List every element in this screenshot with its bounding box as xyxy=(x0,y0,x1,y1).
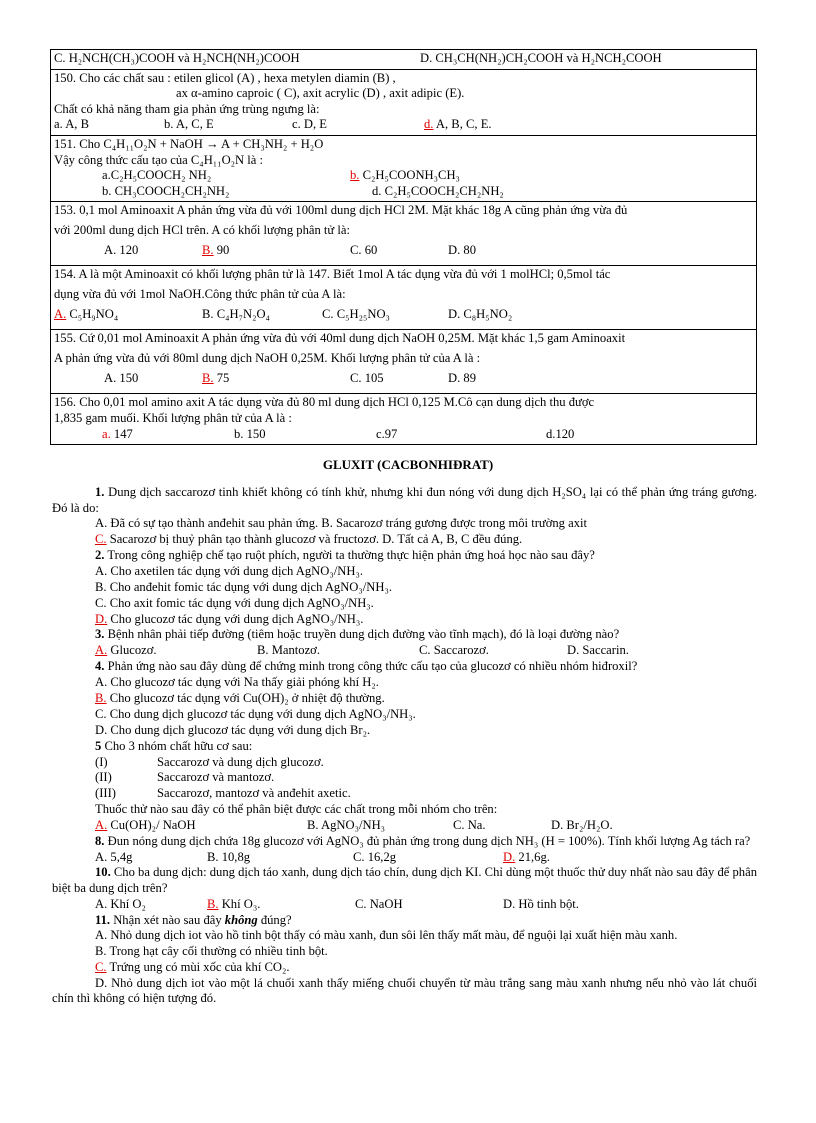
option-a: A. 150 xyxy=(104,371,139,386)
option-a: A. C₅H₉NO₄ xyxy=(54,307,119,322)
answer-marker: d. xyxy=(424,117,434,132)
question-text: 151. Cho C₄H₁₁O₂N + NaOH → A + CH₃NH₂ + H₂O xyxy=(54,136,324,151)
option-d: d.120 xyxy=(546,426,575,441)
option-c: C. Cho dung dịch glucozơ tác dụng với dung dịch AgNO₃/NH₃. xyxy=(95,706,416,721)
question-text: 156. Cho 0,01 mol amino axit A tác dụng vừa đủ 80 ml dung dịch HCl 0,125 M.Cô cạn dung dịch thu được xyxy=(54,395,595,410)
question-text: ax α-amino caproic ( C), axit acrylic (D) , axit adipic (E). xyxy=(176,86,465,101)
group-label: (III) xyxy=(95,786,116,801)
question-154 xyxy=(51,265,756,329)
answer-marker: C. xyxy=(95,532,107,547)
option-c: c. D, E xyxy=(292,117,327,132)
answer-marker: B. xyxy=(202,371,214,386)
option-b: B. Khí O₃. xyxy=(207,896,261,911)
question-8: 8. Đun nóng dung dịch chứa 18g glucozơ với AgNO₃ đủ phản ứng trong dung dịch NH₃ (H = 100%). Tính khối lượng Ag tách ra? xyxy=(95,834,751,848)
option-d: D. Nhỏ dung dịch iot vào một lá chuối xanh thấy miếng chuối chuyển từ màu trắng sang màu xanh nhưng nếu nhỏ vào lát chuối chín thì không có hiện tượng đó. xyxy=(52,975,757,1006)
question-text: 154. A là một Aminoaxit có khối lượng phân tử là 147. Biết 1mol A tác dụng vừa đủ với 1 molHCl; 0,5mol tác xyxy=(54,267,611,282)
option-a: A. 5,4g xyxy=(95,849,133,864)
option-a: A. 120 xyxy=(104,243,139,258)
option-c: C. Trứng ung có mùi xốc của khí CO₂. xyxy=(95,959,290,974)
answer-marker: A. xyxy=(95,818,108,833)
question-1: 1. Dung dịch saccarozơ tinh khiết không có tính khử, nhưng khi đun nóng với dung dịch H₂SO₄ lại có thể phản ứng tráng gương. Đó là do: xyxy=(52,485,757,515)
question-156 xyxy=(51,393,756,444)
gluxit-questions xyxy=(52,485,757,1007)
question-10: 10. Cho ba dung dịch: dung dịch táo xanh, dung dịch táo chín, dung dịch KI. Chỉ dùng một thuốc thử duy nhất nào sau đây để phân biệt ba dung dịch trên? xyxy=(52,865,757,896)
option-a: A. Đã có sự tạo thành anđehit sau phản ứng. B. Sacarozơ tráng gương được trong môi trường axit xyxy=(95,516,587,531)
question-3: 3. Bệnh nhân phải tiếp đường (tiêm hoặc truyền dung dịch đường vào tĩnh mạch), đó là loại đường nào? xyxy=(95,627,620,642)
question-150 xyxy=(51,69,756,135)
option-d: D. 21,6g. xyxy=(503,849,550,864)
option-d: D. C₈H₅NO₂ xyxy=(448,307,513,322)
option-c: C. 105 xyxy=(350,371,384,386)
option-c: C. NaOH xyxy=(355,896,403,911)
option-c: b. CH₃COOCH₂CH₂NH₂ xyxy=(102,183,230,198)
question-155 xyxy=(51,329,756,393)
question-text: Chất có khả năng tham gia phản ứng trùng ngưng là: xyxy=(54,101,320,116)
option-b: B. AgNO₃/NH₃ xyxy=(307,818,386,833)
option-d: D. 89 xyxy=(448,371,476,386)
option-c: C. H₂NCH(CH₃)COOH và H₂NCH(NH₂)COOH xyxy=(54,51,300,65)
section-title: GLUXIT (CACBONHIĐRAT) xyxy=(322,457,494,472)
option-c: C. C₅H₂₅NO₃ xyxy=(322,307,390,322)
question-11: 11. Nhận xét nào sau đây không đúng? xyxy=(95,912,292,927)
question-text: với 200ml dung dịch HCl trên. A có khối lượng phân tử là: xyxy=(54,223,350,238)
option-c: C. Saccarozơ. xyxy=(419,643,489,658)
group-text: Saccarozơ, mantozơ và anđehit axetic. xyxy=(157,786,351,801)
option-c: c.97 xyxy=(376,426,398,441)
question-text: dụng vừa đủ với 1mol NaOH.Công thức phân tử của A là: xyxy=(54,287,346,302)
question-text: A phản ứng vừa đủ với 80ml dung dịch NaOH 0,25M. Khối lượng phân tử của A là : xyxy=(54,351,481,366)
option-d: D. CH₃CH(NH₂)CH₂COOH và H₂NCH₂COOH xyxy=(420,51,662,65)
question-text: Vậy công thức cấu tạo của C₄H₁₁O₂N là : xyxy=(54,152,264,167)
answer-marker: B. xyxy=(202,243,214,258)
option-d: D. Br₂/H₂O. xyxy=(551,818,613,833)
question-2: 2. Trong công nghiệp chế tạo ruột phích, người ta thường thực hiện phản ứng hoá học nào sau đây? xyxy=(95,547,595,562)
question-5: 5 Cho 3 nhóm chất hữu cơ sau: xyxy=(95,738,253,753)
option-a: a. 147 xyxy=(102,426,133,441)
group-label: (II) xyxy=(95,770,112,785)
option-b: b. A, C, E xyxy=(164,117,214,132)
option-c: C. Sacarozơ bị thuỷ phân tạo thành glucozơ và fructozơ. D. Tất cả A, B, C đều đúng. xyxy=(95,532,523,547)
option-c: C. 60 xyxy=(350,243,378,258)
option-d: d. A, B, C, E. xyxy=(424,117,492,132)
answer-marker: A. xyxy=(54,307,67,322)
answer-marker: B. xyxy=(95,690,107,705)
table-row xyxy=(51,50,756,69)
option-b: b. C₂H₅COONH₃CH₃ xyxy=(350,168,460,183)
group-text: Saccarozơ và mantozơ. xyxy=(157,770,275,785)
answer-marker: D. xyxy=(503,849,516,864)
option-a: A. Nhỏ dung dịch iot vào hồ tinh bột thấy có màu xanh, đun sôi lên thấy mất màu, để nguội lại xuất hiện màu xanh. xyxy=(95,928,678,943)
option-b: B. Mantozơ. xyxy=(257,643,320,658)
answer-marker: a. xyxy=(102,426,111,441)
question-151 xyxy=(51,135,756,201)
option-d: D. Saccarin. xyxy=(567,643,629,658)
answer-marker: C. xyxy=(95,959,107,974)
option-b: B. Cho glucozơ tác dụng với Cu(OH)₂ ở nhiệt độ thường. xyxy=(95,690,385,705)
option-a: A. Khí O₂ xyxy=(95,896,146,911)
option-d: D. Cho dung dịch glucozơ tác dụng với dung dịch Br₂. xyxy=(95,722,371,737)
option-c: C. Cho axit fomic tác dụng với dung dịch AgNO₃/NH₃. xyxy=(95,595,374,610)
option-d: d. C₂H₅COOCH₂CH₂NH₂ xyxy=(372,183,504,198)
option-b: B. Trong hạt cây cối thường có nhiều tinh bột. xyxy=(95,944,328,959)
question-4: 4. Phản ứng nào sau đây dùng để chứng minh trong công thức cấu tạo của glucozơ có nhiều nhóm hiđroxil? xyxy=(95,659,638,674)
option-a: A. Glucozơ. xyxy=(95,643,157,658)
option-a: A. Cho glucozơ tác dụng với Na thấy giải phóng khí H₂. xyxy=(95,675,379,690)
option-b: B. 75 xyxy=(202,371,230,386)
answer-marker: B. xyxy=(207,896,219,911)
option-c: C. Na. xyxy=(453,818,486,833)
option-a: a. A, B xyxy=(54,117,89,132)
question-text: Thuốc thử nào sau đây có thể phân biệt được các chất trong mỗi nhóm cho trên: xyxy=(95,802,498,817)
answer-marker: D. xyxy=(95,611,108,626)
option-d: D. Cho glucozơ tác dụng với dung dịch AgNO₃/NH₃. xyxy=(95,611,364,626)
question-153 xyxy=(51,201,756,265)
question-text: 150. Cho các chất sau : etilen glicol (A) , hexa metylen diamin (B) , xyxy=(54,70,396,85)
option-b: B. C₄H₇N₂O₄ xyxy=(202,307,270,322)
question-text: 155. Cứ 0,01 mol Aminoaxit A phản ứng vừa đủ với 40ml dung dịch NaOH 0,25M. Mặt khác 1,5 gam Aminoaxit xyxy=(54,331,626,346)
option-b: B. 90 xyxy=(202,243,230,258)
option-c: C. 16,2g xyxy=(353,849,397,864)
group-text: Saccarozơ và dung dịch glucozơ. xyxy=(157,754,324,769)
question-table xyxy=(50,49,757,445)
option-a: A. Cu(OH)₂/ NaOH xyxy=(95,818,196,833)
group-label: (I) xyxy=(95,754,108,769)
option-b: B. Cho anđehit fomic tác dụng với dung dịch AgNO₃/NH₃. xyxy=(95,579,393,594)
option-b: b. 150 xyxy=(234,426,266,441)
option-a: A. Cho axetilen tác dụng với dung dịch AgNO₃/NH₃. xyxy=(95,563,363,578)
option-b: B. 10,8g xyxy=(207,849,251,864)
option-a: a.C₂H₅COOCH₂ NH₂ xyxy=(102,168,212,183)
option-d: D. Hồ tinh bột. xyxy=(503,896,579,911)
question-text: 153. 0,1 mol Aminoaxit A phản ứng vừa đủ với 100ml dung dịch HCl 2M. Mặt khác 18g A cũng phản ứng vừa đủ xyxy=(54,203,628,218)
answer-marker: b. xyxy=(350,168,360,183)
question-text: 1,835 gam muối. Khối lượng phân tử của A là : xyxy=(54,410,292,425)
answer-marker: A. xyxy=(95,643,108,658)
option-d: D. 80 xyxy=(448,243,476,258)
